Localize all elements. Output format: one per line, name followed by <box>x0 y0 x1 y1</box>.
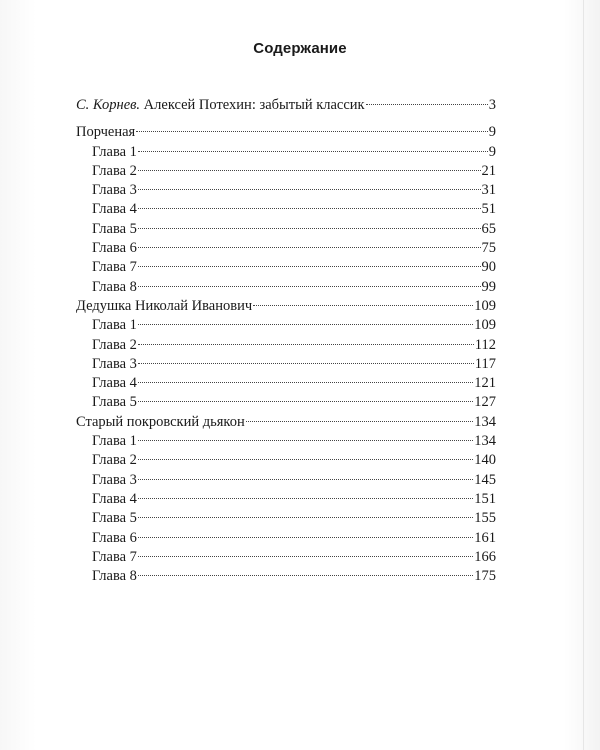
toc-entry-chapter[interactable] <box>76 374 496 393</box>
toc-chapter-label: Глава 3 <box>92 355 137 372</box>
toc-entry-chapter[interactable] <box>76 509 496 528</box>
dot-leader <box>136 131 488 132</box>
toc-page-number: 51 <box>481 201 496 218</box>
toc-entry-label <box>76 96 365 115</box>
toc-page-number: 155 <box>474 510 496 527</box>
toc-page-number: 121 <box>474 375 496 392</box>
toc-entry-chapter[interactable] <box>76 529 496 548</box>
toc-page-number: 109 <box>474 317 496 334</box>
toc-entry-intro[interactable] <box>76 96 496 115</box>
toc-entry-chapter[interactable] <box>76 336 496 355</box>
toc-work-title: Дедушка Николай Иванович <box>76 297 253 314</box>
toc-page-number: 9 <box>488 124 496 141</box>
toc-entry-chapter[interactable] <box>76 451 496 470</box>
page-title: Содержание <box>253 40 347 57</box>
toc-page-number: 90 <box>481 259 496 276</box>
toc-entry-chapter[interactable] <box>76 548 496 567</box>
toc-page-number: 175 <box>474 568 496 585</box>
toc-chapter-label: Глава 7 <box>92 548 137 565</box>
toc-chapter-label: Глава 5 <box>92 394 137 411</box>
table-of-contents <box>76 96 496 586</box>
dot-leader <box>138 382 473 383</box>
toc-chapter-label: Глава 1 <box>92 433 137 450</box>
toc-entry-chapter[interactable] <box>76 220 496 239</box>
dot-leader <box>138 247 481 248</box>
toc-chapter-label: Глава 5 <box>92 220 137 237</box>
toc-chapter-label: Глава 5 <box>92 510 137 527</box>
dot-leader <box>138 266 481 267</box>
toc-chapter-label: Глава 8 <box>92 568 137 585</box>
toc-entry-work[interactable] <box>76 297 496 316</box>
dot-leader <box>366 104 488 105</box>
dot-leader <box>138 537 473 538</box>
dot-leader <box>138 344 474 345</box>
toc-page-number: 127 <box>474 394 496 411</box>
toc-entry-chapter[interactable] <box>76 490 496 509</box>
toc-entry-chapter[interactable] <box>76 239 496 258</box>
dot-leader <box>138 440 473 441</box>
page-edge <box>583 0 584 750</box>
toc-page-number: 75 <box>481 240 496 257</box>
toc-chapter-label: Глава 4 <box>92 490 137 507</box>
dot-leader <box>138 479 473 480</box>
toc-chapter-label: Глава 1 <box>92 143 137 160</box>
dot-leader <box>246 421 474 422</box>
toc-entry-title: Алексей Потехин: забытый классик <box>143 97 365 113</box>
dot-leader <box>138 556 473 557</box>
toc-entry-chapter[interactable] <box>76 258 496 277</box>
toc-work-title: Порченая <box>76 124 136 141</box>
toc-page-number: 140 <box>474 452 496 469</box>
toc-entry-chapter[interactable] <box>76 432 496 451</box>
toc-entry-chapter[interactable] <box>76 200 496 219</box>
dot-leader <box>138 401 473 402</box>
dot-leader <box>253 305 473 306</box>
toc-page-number: 9 <box>488 143 496 160</box>
dot-leader <box>138 228 481 229</box>
toc-chapter-label: Глава 4 <box>92 201 137 218</box>
toc-page-number: 65 <box>481 220 496 237</box>
dot-leader <box>138 286 481 287</box>
toc-entry-chapter[interactable] <box>76 316 496 335</box>
dot-leader <box>138 324 473 325</box>
toc-entry-chapter[interactable] <box>76 143 496 162</box>
toc-work-title: Старый покровский дьякон <box>76 413 245 430</box>
toc-entry-chapter[interactable] <box>76 355 496 374</box>
toc-page-number: 21 <box>481 162 496 179</box>
toc-page-number: 3 <box>488 97 496 113</box>
toc-chapter-label: Глава 8 <box>92 278 137 295</box>
toc-chapter-label: Глава 1 <box>92 317 137 334</box>
toc-entry-chapter[interactable] <box>76 567 496 586</box>
toc-entry-author: С. Корнев. <box>76 97 141 113</box>
toc-page-number: 161 <box>474 529 496 546</box>
dot-leader <box>138 363 474 364</box>
toc-page-number: 134 <box>474 413 496 430</box>
toc-entry-work[interactable] <box>76 413 496 432</box>
toc-chapter-label: Глава 2 <box>92 336 137 353</box>
dot-leader <box>138 575 473 576</box>
toc-entry-chapter[interactable] <box>76 162 496 181</box>
dot-leader <box>138 517 473 518</box>
toc-chapter-label: Глава 2 <box>92 162 137 179</box>
toc-entry-chapter[interactable] <box>76 181 496 200</box>
toc-page-number: 166 <box>474 548 496 565</box>
dot-leader <box>138 170 481 171</box>
dot-leader <box>138 208 481 209</box>
toc-page-number: 112 <box>474 336 496 353</box>
toc-chapter-label: Глава 3 <box>92 471 137 488</box>
toc-chapter-label: Глава 7 <box>92 259 137 276</box>
toc-chapter-label: Глава 4 <box>92 375 137 392</box>
toc-page-number: 134 <box>474 433 496 450</box>
dot-leader <box>138 459 473 460</box>
toc-chapter-label: Глава 6 <box>92 529 137 546</box>
toc-chapter-label: Глава 3 <box>92 182 137 199</box>
toc-entry-chapter[interactable] <box>76 471 496 490</box>
toc-page-number: 109 <box>474 297 496 314</box>
toc-page-number: 99 <box>481 278 496 295</box>
dot-leader <box>138 189 481 190</box>
toc-entry-chapter[interactable] <box>76 278 496 297</box>
toc-entry-chapter[interactable] <box>76 393 496 412</box>
toc-entry-work[interactable] <box>76 123 496 142</box>
toc-page-number: 145 <box>474 471 496 488</box>
dot-leader <box>138 498 473 499</box>
toc-chapter-label: Глава 6 <box>92 240 137 257</box>
toc-page-number: 151 <box>474 490 496 507</box>
toc-chapter-label: Глава 2 <box>92 452 137 469</box>
toc-page-number: 117 <box>474 355 496 372</box>
dot-leader <box>138 151 488 152</box>
toc-page-number: 31 <box>481 182 496 199</box>
